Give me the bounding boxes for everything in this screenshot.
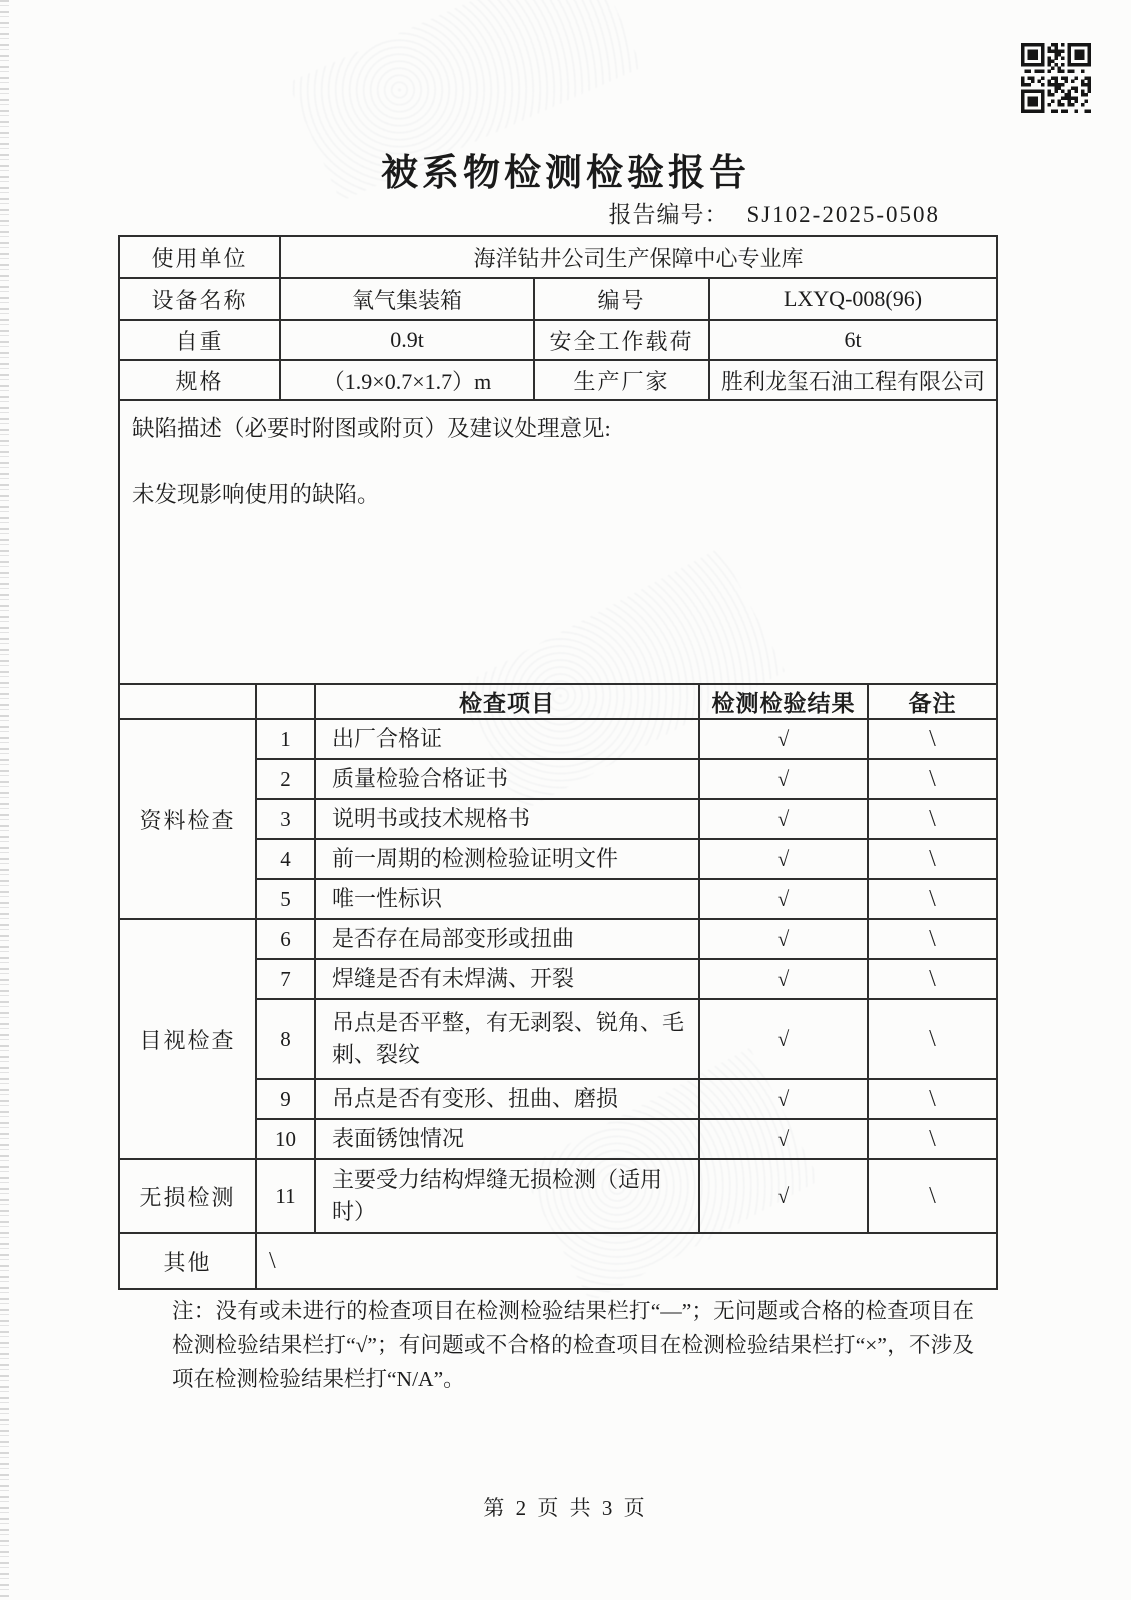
- row-item: 主要受力结构焊缝无损检测（适用时）: [315, 1159, 699, 1233]
- device-name-label: 设备名称: [119, 278, 280, 320]
- using-unit-label: 使用单位: [119, 236, 280, 278]
- defect-description-heading: 缺陷描述（必要时附图或附页）及建议处理意见:: [132, 416, 611, 441]
- row-no: 10: [256, 1119, 315, 1159]
- report-number-value: SJ102-2025-0508: [746, 202, 940, 227]
- remark-mark: \: [868, 999, 997, 1079]
- header-result: 检测检验结果: [699, 684, 868, 719]
- report-number: [608, 196, 940, 229]
- row-no: 9: [256, 1079, 315, 1119]
- table-row: [119, 278, 997, 320]
- row-no: 2: [256, 759, 315, 799]
- check-mark: √: [699, 919, 868, 959]
- swl-value: 6t: [709, 320, 997, 360]
- scan-edge-noise: [0, 0, 9, 1600]
- row-item: 前一周期的检测检验证明文件: [315, 839, 699, 879]
- header-item: 检查项目: [315, 684, 699, 719]
- table-row: [119, 1233, 997, 1289]
- header-remark: 备注: [868, 684, 997, 719]
- manufacturer-value: 胜利龙玺石油工程有限公司: [709, 360, 997, 400]
- check-mark: √: [699, 719, 868, 759]
- row-item: 是否存在局部变形或扭曲: [315, 919, 699, 959]
- remark-mark: \: [868, 759, 997, 799]
- equipment-info-table: [118, 235, 998, 685]
- serial-label: 编号: [534, 278, 709, 320]
- row-no: 11: [256, 1159, 315, 1233]
- table-row: [119, 400, 997, 684]
- row-item: 唯一性标识: [315, 879, 699, 919]
- manufacturer-label: 生产厂家: [534, 360, 709, 400]
- table-header-row: [119, 684, 997, 719]
- group-document-check: 资料检查: [119, 719, 256, 919]
- remark-mark: \: [868, 959, 997, 999]
- row-no: 3: [256, 799, 315, 839]
- remark-mark: \: [868, 919, 997, 959]
- row-item: 表面锈蚀情况: [315, 1119, 699, 1159]
- table-row: [119, 236, 997, 278]
- spec-value: （1.9×0.7×1.7）m: [280, 360, 534, 400]
- check-mark: √: [699, 959, 868, 999]
- header-no-cell: [256, 684, 315, 719]
- remark-mark: \: [868, 839, 997, 879]
- using-unit-value: 海洋钻井公司生产保障中心专业库: [280, 236, 997, 278]
- check-mark: √: [699, 879, 868, 919]
- check-mark: √: [699, 759, 868, 799]
- check-mark: √: [699, 999, 868, 1079]
- device-name-value: 氧气集装箱: [280, 278, 534, 320]
- self-weight-label: 自重: [119, 320, 280, 360]
- group-visual-check: 目视检查: [119, 919, 256, 1159]
- remark-mark: \: [868, 799, 997, 839]
- qr-code-icon: [1021, 43, 1091, 113]
- check-mark: √: [699, 1079, 868, 1119]
- check-mark: √: [699, 799, 868, 839]
- row-no: 6: [256, 919, 315, 959]
- page-indicator: 第 2 页 共 3 页: [483, 1496, 648, 1520]
- row-no: 4: [256, 839, 315, 879]
- row-no: 1: [256, 719, 315, 759]
- table-row: [119, 1159, 997, 1233]
- report-tables: [118, 235, 996, 1290]
- spec-label: 规格: [119, 360, 280, 400]
- defect-description-text: 未发现影响使用的缺陷。: [132, 482, 380, 507]
- group-other: 其他: [119, 1233, 256, 1289]
- self-weight-value: 0.9t: [280, 320, 534, 360]
- footnote-text: 注：没有或未进行的检查项目在检测检验结果栏打“—”；无问题或合格的检查项目在检测检验结果栏打“√”；有问题或不合格的检查项目在检测检验结果栏打“×”，不涉及项在检测检验结果栏打“N/A”。: [172, 1299, 974, 1391]
- remark-mark: \: [868, 1079, 997, 1119]
- inspection-checklist-table: [118, 683, 998, 1290]
- row-item: 质量检验合格证书: [315, 759, 699, 799]
- check-mark: √: [699, 1119, 868, 1159]
- report-title: 被系物检测检验报告: [381, 152, 750, 193]
- row-no: 5: [256, 879, 315, 919]
- serial-value: LXYQ-008(96): [709, 278, 997, 320]
- group-ndt: 无损检测: [119, 1159, 256, 1233]
- check-mark: √: [699, 839, 868, 879]
- other-value: \: [256, 1233, 997, 1289]
- report-number-label: 报告编号：: [608, 202, 729, 227]
- swl-label: 安全工作载荷: [534, 320, 709, 360]
- remark-mark: \: [868, 1159, 997, 1233]
- remark-mark: \: [868, 879, 997, 919]
- row-item: 吊点是否有变形、扭曲、磨损: [315, 1079, 699, 1119]
- row-item: 焊缝是否有未焊满、开裂: [315, 959, 699, 999]
- remark-mark: \: [868, 1119, 997, 1159]
- row-item: 出厂合格证: [315, 719, 699, 759]
- table-row: [119, 919, 997, 959]
- table-row: [119, 320, 997, 360]
- row-item: 说明书或技术规格书: [315, 799, 699, 839]
- header-group-cell: [119, 684, 256, 719]
- check-mark: √: [699, 1159, 868, 1233]
- table-row: [119, 719, 997, 759]
- row-item: 吊点是否平整，有无剥裂、锐角、毛刺、裂纹: [315, 999, 699, 1079]
- row-no: 7: [256, 959, 315, 999]
- row-no: 8: [256, 999, 315, 1079]
- table-row: [119, 360, 997, 400]
- remark-mark: \: [868, 719, 997, 759]
- defect-description-cell: [119, 400, 997, 684]
